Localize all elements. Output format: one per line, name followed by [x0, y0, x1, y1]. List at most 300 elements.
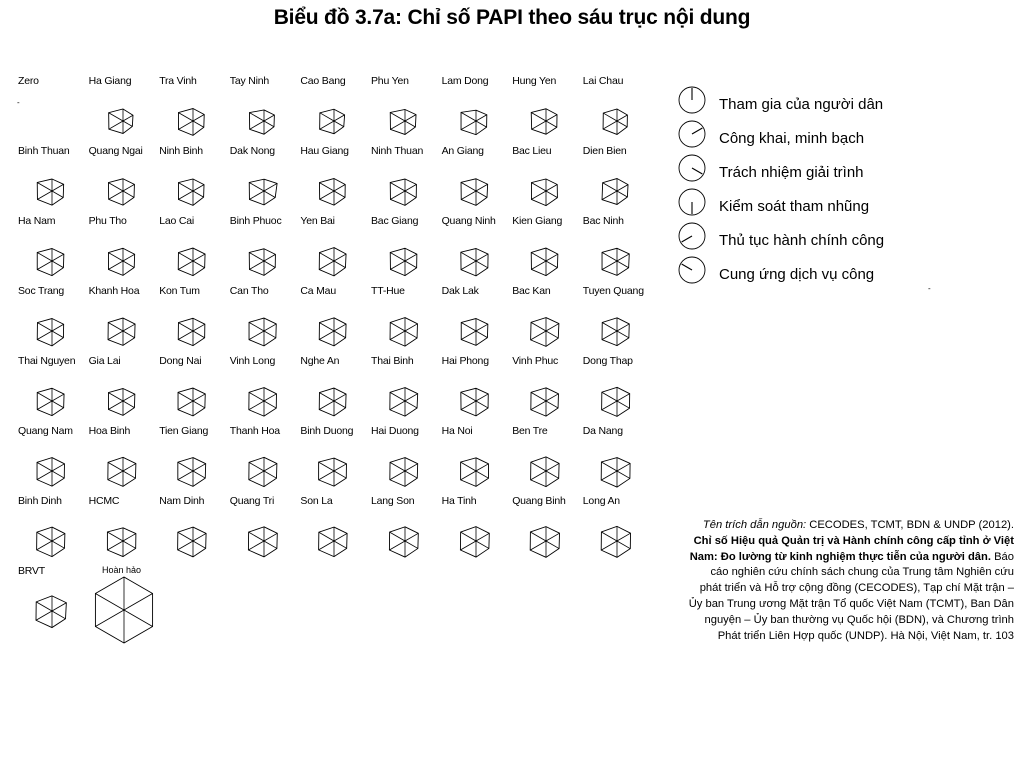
province-star-ray-3	[123, 261, 134, 267]
province-cell	[230, 355, 301, 425]
province-star-ray-2	[264, 533, 277, 541]
province-cell	[371, 145, 442, 215]
province-star-ray-5	[37, 471, 52, 480]
province-star-ray-3	[52, 261, 63, 268]
province-star-ray-6	[390, 252, 405, 261]
province-star-ray-2	[476, 533, 489, 541]
province-star-ray-2	[193, 254, 205, 261]
legend-item	[676, 256, 936, 286]
province-star-ray-2	[52, 184, 64, 191]
province-star-ray-5	[461, 331, 476, 340]
province-star-ray-2	[264, 394, 276, 401]
province-star-ray-2	[123, 394, 135, 401]
province-star	[583, 355, 653, 425]
province-cell	[300, 355, 371, 425]
province-star	[442, 145, 512, 215]
province-star-ray-5	[37, 261, 52, 270]
province-star-ray-5	[320, 401, 335, 410]
province-star-ray-5	[37, 541, 52, 550]
province-label: Hai Phong	[441, 355, 489, 367]
province-label: Ha Tinh	[441, 495, 477, 507]
province-cell	[512, 495, 583, 565]
province-star-ray-5	[37, 191, 52, 199]
province-star-ray-6	[460, 252, 475, 261]
province-label: Ha Noi	[441, 425, 473, 437]
province-star-ray-6	[108, 113, 122, 121]
province-star-ray-5	[319, 541, 334, 550]
province-star	[159, 285, 229, 355]
province-star-ray-2	[546, 324, 559, 331]
province-cell	[230, 145, 301, 215]
province-cell	[18, 75, 89, 145]
province-label: Ninh Binh	[159, 145, 203, 157]
province-star-ray-5	[320, 121, 334, 129]
province-star	[583, 285, 653, 355]
province-cell	[159, 285, 230, 355]
province-cell	[442, 425, 513, 495]
province-cell	[159, 145, 230, 215]
province-star-ray-6	[390, 392, 405, 401]
province-star	[512, 145, 582, 215]
province-label: Quang Tri	[229, 495, 275, 507]
province-star-ray-5	[37, 401, 52, 410]
province-star-ray-3	[193, 401, 205, 408]
province-star	[18, 565, 88, 635]
province-star-ray-2	[52, 254, 64, 261]
province-star-ray-5	[36, 611, 52, 620]
province-label: Thanh Hoa	[229, 425, 280, 437]
province-star-ray-3	[123, 191, 134, 197]
reference-star-ray-3	[124, 610, 153, 627]
province-star	[512, 495, 582, 565]
province-star	[159, 495, 229, 565]
province-label: Dak Lak	[441, 285, 479, 297]
province-star-ray-2	[52, 603, 66, 611]
province-star-ray-3	[546, 331, 558, 338]
province-star-ray-6	[319, 462, 334, 471]
province-star-ray-2	[405, 254, 417, 261]
province-label: Thai Binh	[371, 355, 414, 367]
province-star-ray-5	[178, 261, 193, 270]
province-star-ray-2	[334, 464, 346, 471]
reference-label: Hoàn hảo	[102, 565, 142, 575]
province-label: Can Tho	[229, 285, 269, 297]
province-star-ray-6	[390, 532, 405, 541]
province-star-ray-3	[52, 331, 63, 338]
province-cell	[583, 145, 654, 215]
province-cell	[300, 495, 371, 565]
province-cell	[230, 285, 301, 355]
province-star-ray-5	[249, 261, 264, 269]
province-cell	[89, 425, 160, 495]
province-star-ray-6	[37, 323, 52, 331]
province-star	[371, 495, 441, 565]
province-star-ray-5	[602, 191, 617, 200]
province-star-ray-5	[249, 471, 264, 480]
province-star-ray-5	[461, 191, 476, 200]
province-star-ray-6	[179, 113, 194, 121]
province-cell	[18, 565, 89, 635]
province-star-ray-6	[461, 322, 476, 331]
province-star-ray-2	[405, 394, 418, 401]
province-star-ray-3	[405, 261, 417, 268]
province-star-ray-5	[178, 541, 193, 550]
province-star-ray-3	[617, 191, 627, 197]
province-cell	[371, 355, 442, 425]
province-star	[371, 285, 441, 355]
province-star-ray-3	[617, 471, 630, 478]
province-star-ray-3	[123, 401, 134, 408]
province-star-ray-2	[264, 254, 275, 261]
province-cell	[442, 75, 513, 145]
province-cell	[442, 355, 513, 425]
province-cell	[442, 145, 513, 215]
province-star-ray-5	[108, 331, 123, 340]
province-star	[371, 215, 441, 285]
province-star-ray-2	[334, 254, 346, 261]
province-star	[583, 75, 653, 145]
province-star-ray-3	[476, 471, 488, 478]
legend-key-icon	[678, 188, 708, 218]
province-star-ray-6	[602, 183, 616, 191]
province-star-ray-2	[405, 115, 416, 121]
province-star-ray-6	[460, 392, 475, 401]
province-star-ray-3	[546, 261, 557, 268]
province-star-ray-2	[123, 464, 136, 471]
province-star-ray-3	[264, 261, 275, 267]
province-star	[300, 355, 370, 425]
province-label: Lang Son	[371, 495, 415, 507]
province-star	[89, 425, 159, 495]
province-star-ray-2	[405, 324, 417, 331]
province-star	[18, 425, 88, 495]
province-star	[442, 425, 512, 495]
province-label: Tuyen Quang	[582, 285, 644, 297]
legend-key-icon	[678, 154, 708, 184]
province-star-ray-3	[476, 331, 487, 338]
province-label: Gia Lai	[88, 355, 121, 367]
province-star-ray-3	[617, 261, 629, 268]
province-star-ray-2	[264, 183, 277, 191]
province-star-ray-5	[461, 121, 476, 130]
province-star-ray-3	[546, 471, 559, 478]
province-star-ray-2	[617, 254, 629, 261]
province-star-ray-3	[334, 331, 346, 338]
province-star-ray-5	[531, 471, 546, 480]
province-star-ray-2	[405, 533, 418, 541]
province-star-ray-6	[531, 392, 546, 401]
province-cell	[512, 145, 583, 215]
province-star-ray-3	[193, 541, 206, 548]
legend-item	[676, 86, 936, 116]
province-star-ray-6	[320, 113, 334, 121]
province-cell	[583, 215, 654, 285]
province-star-ray-6	[390, 182, 405, 191]
province-star-ray-3	[476, 261, 488, 268]
province-star-ray-2	[546, 185, 557, 191]
province-star-ray-3	[264, 471, 276, 478]
province-star-ray-3	[405, 541, 418, 548]
province-star-ray-5	[460, 541, 476, 550]
province-star-ray-2	[405, 184, 416, 191]
province-star-ray-5	[179, 191, 194, 199]
province-cell	[18, 285, 89, 355]
province-star	[583, 425, 653, 495]
province-label: Hau Giang	[300, 145, 349, 157]
province-star	[371, 425, 441, 495]
province-star-ray-5	[601, 541, 617, 550]
province-star-ray-2	[193, 464, 206, 471]
province-star	[442, 495, 512, 565]
province-star-ray-3	[264, 331, 276, 338]
province-star-ray-2	[546, 394, 558, 401]
province-label: Hung Yen	[512, 75, 557, 87]
province-cell	[159, 355, 230, 425]
province-cell	[18, 215, 89, 285]
province-star-ray-3	[334, 401, 346, 408]
province-star	[300, 145, 370, 215]
province-star-ray-6	[531, 112, 546, 121]
province-star-ray-5	[108, 261, 123, 269]
province-star-ray-6	[319, 532, 334, 541]
province-star	[89, 285, 159, 355]
province-cell	[159, 215, 230, 285]
province-star	[89, 75, 159, 145]
citation-rest: Báo cáo nghiên cứu chính sách chung của Trung tâm Nghiên cứu phát triển và Hỗ trợ cộng đồng (CECODES), Tạp chí Mặt trận – Ủy ban Trung ương Mặt trận Tổ quốc Việt Nam (TCMT), Ban Dân nguyện – Ủy ban thường vụ Quốc hội (BDN), và Chương trình Phát triển Liên Hợp quốc (UNDP). Hà Nội, Việt Nam, tr. 103	[688, 550, 1014, 642]
province-star-ray-5	[320, 191, 334, 199]
province-star-ray-3	[123, 331, 135, 338]
province-star-ray-5	[532, 191, 547, 199]
province-star-ray-2	[405, 464, 418, 471]
province-star-ray-3	[617, 541, 630, 549]
province-star	[512, 75, 582, 145]
province-label: Nghe An	[300, 355, 340, 367]
province-star-ray-3	[334, 191, 345, 197]
province-cell	[89, 75, 160, 145]
province-star	[159, 425, 229, 495]
legend-key-ray	[692, 128, 702, 134]
province-star-ray-6	[37, 462, 52, 471]
province-star	[18, 215, 88, 285]
province-star-ray-2	[193, 185, 204, 191]
legend-label: Thủ tục hành chính công	[719, 232, 885, 249]
province-star-ray-6	[37, 532, 52, 541]
province-star	[442, 355, 512, 425]
province-star-ray-2	[546, 115, 557, 121]
province-star-outline	[249, 179, 277, 205]
province-star-ray-5	[320, 261, 335, 270]
province-star-ray-2	[617, 324, 629, 331]
province-star-ray-2	[52, 534, 65, 541]
province-star	[512, 285, 582, 355]
province-label: Son La	[300, 495, 333, 507]
province-label: Binh Thuan	[18, 145, 70, 157]
province-star-ray-5	[178, 401, 193, 410]
province-star-ray-5	[249, 121, 263, 129]
province-star-ray-6	[601, 462, 617, 471]
province-label: Ca Mau	[300, 285, 336, 297]
citation-authors: CECODES, TCMT, BDN & UNDP (2012).	[806, 519, 1014, 531]
legend-key-icon	[678, 256, 708, 286]
legend-item	[676, 222, 936, 252]
province-star	[230, 145, 300, 215]
province-star-ray-5	[390, 331, 405, 340]
province-cell	[512, 425, 583, 495]
province-star	[583, 145, 653, 215]
province-label: Bac Lieu	[512, 145, 552, 157]
province-star-ray-3	[405, 401, 417, 408]
province-star-ray-2	[52, 464, 64, 471]
province-star-ray-5	[460, 471, 475, 480]
province-cell	[583, 495, 654, 565]
province-star-ray-2	[476, 324, 488, 331]
province-label: Phu Tho	[88, 215, 127, 227]
province-cell	[230, 75, 301, 145]
province-label: Long An	[582, 495, 620, 507]
province-label: Quang Ninh	[441, 215, 496, 227]
province-label: Quang Binh	[512, 495, 566, 507]
province-star-ray-2	[123, 115, 133, 121]
province-cell	[230, 215, 301, 285]
province-cell	[512, 75, 583, 145]
province-star-ray-6	[602, 392, 617, 401]
province-star-ray-6	[320, 253, 335, 261]
province-star-ray-6	[108, 462, 123, 471]
province-star	[300, 75, 370, 145]
province-star-ray-5	[108, 401, 123, 409]
province-star-ray-5	[390, 401, 405, 410]
province-star-ray-6	[179, 183, 194, 191]
province-label: Bac Kan	[512, 285, 551, 297]
province-cell	[371, 425, 442, 495]
province-star	[300, 495, 370, 565]
province-star-ray-6	[37, 252, 52, 261]
province-cell	[18, 145, 89, 215]
province-star	[18, 75, 88, 145]
province-cell	[300, 215, 371, 285]
province-cell	[300, 285, 371, 355]
province-cell	[230, 425, 301, 495]
reference-star-ray-5	[95, 610, 124, 627]
province-star-ray-6	[178, 462, 193, 471]
province-star-ray-2	[617, 463, 630, 471]
province-star-ray-3	[546, 401, 558, 408]
province-cell	[89, 285, 160, 355]
province-star-ray-6	[461, 112, 476, 121]
province-star-ray-5	[390, 261, 405, 269]
province-star-ray-3	[405, 121, 415, 127]
citation	[686, 518, 1014, 644]
province-star-ray-5	[249, 191, 264, 199]
province-label: Nam Dinh	[159, 495, 205, 507]
province-star-ray-5	[390, 471, 405, 480]
province-star-ray-5	[532, 121, 546, 129]
province-star-ray-3	[476, 541, 489, 548]
reference-star-ray-6	[95, 594, 124, 611]
province-star-ray-5	[37, 331, 52, 340]
province-star-ray-3	[334, 541, 347, 548]
province-cell	[442, 285, 513, 355]
province-cell	[89, 355, 160, 425]
province-star	[371, 355, 441, 425]
province-star-ray-5	[461, 401, 476, 410]
province-star	[18, 495, 88, 565]
province-star	[230, 215, 300, 285]
province-star-ray-3	[476, 121, 487, 127]
province-star	[159, 145, 229, 215]
legend-label: Trách nhiệm giải trình	[719, 164, 864, 181]
reference-star-ray-2	[124, 594, 153, 611]
province-star-ray-3	[193, 121, 204, 127]
province-star-ray-2	[193, 394, 205, 401]
province-star-ray-6	[603, 113, 617, 121]
province-star-ray-6	[249, 182, 264, 191]
province-star-ray-3	[193, 191, 204, 197]
province-label: HCMC	[88, 495, 120, 507]
province-star-ray-5	[603, 121, 617, 129]
province-star-ray-6	[531, 252, 546, 261]
province-star-ray-2	[334, 394, 346, 401]
province-label: Lai Chau	[582, 75, 624, 87]
province-cell	[230, 495, 301, 565]
province-cell	[89, 145, 160, 215]
province-star	[442, 215, 512, 285]
province-label: Soc Trang	[18, 285, 65, 297]
province-cell	[583, 425, 654, 495]
province-star-ray-6	[390, 112, 405, 121]
province-star-ray-2	[476, 184, 488, 191]
province-star	[89, 355, 159, 425]
province-star	[89, 215, 159, 285]
province-label: BRVT	[18, 565, 46, 577]
province-star-ray-6	[320, 323, 335, 331]
province-cell	[18, 355, 89, 425]
province-star-ray-2	[546, 533, 560, 541]
province-star-outline	[602, 179, 628, 205]
province-star-ray-3	[123, 541, 136, 548]
province-star	[442, 285, 512, 355]
province-cell	[89, 495, 160, 565]
province-star-ray-3	[52, 471, 64, 478]
legend-key-icon	[678, 120, 708, 150]
province-star-ray-3	[123, 471, 135, 478]
province-star-ray-5	[249, 401, 264, 410]
zero-tick-mark: -	[17, 98, 20, 107]
province-star	[18, 355, 88, 425]
province-star-ray-3	[334, 121, 344, 127]
legend-item	[676, 188, 936, 218]
province-star	[371, 145, 441, 215]
province-cell	[512, 285, 583, 355]
province-star-ray-3	[264, 401, 276, 408]
province-label: Zero	[18, 75, 39, 87]
province-star-ray-2	[193, 324, 205, 331]
province-star-ray-3	[405, 471, 417, 478]
province-star-outline	[531, 109, 557, 134]
province-star-outline	[601, 458, 630, 488]
legend-label: Cung ứng dịch vụ công	[719, 266, 875, 283]
province-cell	[583, 355, 654, 425]
province-star	[89, 145, 159, 215]
province-star-ray-3	[123, 121, 132, 126]
province-star-ray-5	[532, 261, 547, 269]
province-star-ray-6	[108, 253, 123, 261]
province-star	[18, 145, 88, 215]
province-star-ray-6	[320, 393, 335, 401]
province-star-ray-5	[108, 121, 122, 129]
province-star	[583, 215, 653, 285]
province-star	[371, 75, 441, 145]
